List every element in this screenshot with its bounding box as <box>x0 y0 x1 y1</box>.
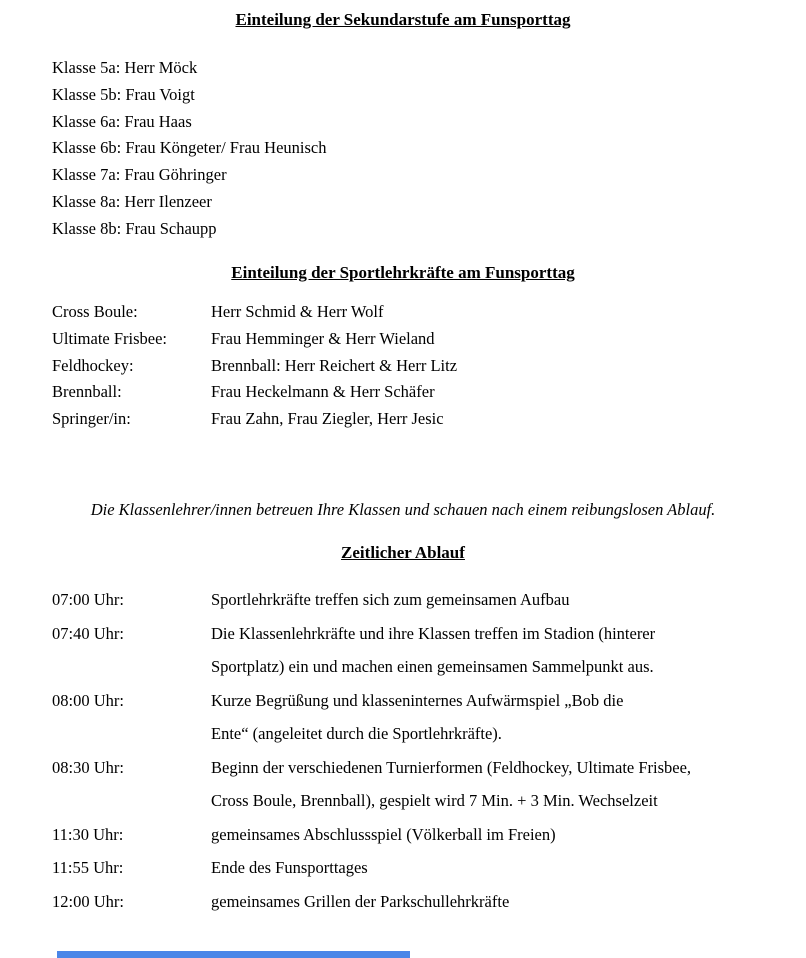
schedule-description <box>211 885 509 919</box>
class-assignment-row: Klasse 7a: Frau Göhringer <box>52 165 227 185</box>
schedule-time: 11:55 Uhr: <box>52 858 124 877</box>
schedule-description <box>211 751 691 818</box>
schedule-line: Sportlehrkräfte treffen sich zum gemeinsamen Aufbau <box>211 590 570 609</box>
sports-section-title-text: Einteilung der Sportlehrkräfte am Funsporttag <box>231 263 575 282</box>
schedule-row <box>52 684 691 751</box>
schedule-description <box>211 617 655 684</box>
sports-section-title <box>0 262 806 284</box>
class-assignments-list <box>52 55 326 243</box>
schedule-row <box>52 751 691 818</box>
schedule-row <box>52 617 691 684</box>
schedule-line: Sportplatz) ein und machen einen gemeinsamen Sammelpunkt aus. <box>211 657 654 676</box>
schedule-row <box>52 885 691 919</box>
sport-staff: Brennball: Herr Reichert & Herr Litz <box>211 355 458 375</box>
schedule-time: 07:00 Uhr: <box>52 590 124 609</box>
schedule-description <box>211 818 556 852</box>
schedule-line: gemeinsames Grillen der Parkschullehrkräfte <box>211 891 510 911</box>
sport-label: Brennball: <box>52 382 122 402</box>
schedule-row <box>52 583 691 617</box>
schedule-description <box>211 684 623 751</box>
schedule-time: 08:30 Uhr: <box>52 757 124 777</box>
sport-assignment-row <box>52 353 457 380</box>
schedule-list <box>52 583 691 918</box>
schedule-row <box>52 818 691 852</box>
class-assignment-row: Klasse 8b: Frau Schaupp <box>52 218 217 238</box>
classes-section-title <box>0 9 806 31</box>
sport-label: Feldhockey: <box>52 355 134 375</box>
supervision-note: Die Klassenlehrer/innen betreuen Ihre Klassen und schauen nach einem reibungslosen Ablauf. <box>90 500 716 519</box>
partial-blue-element <box>57 951 410 958</box>
schedule-line: gemeinsames Abschlussspiel (Völkerball im Freien) <box>211 824 556 844</box>
schedule-description <box>211 851 368 885</box>
sport-assignment-row <box>52 299 457 326</box>
sport-staff: Frau Heckelmann & Herr Schäfer <box>211 382 435 402</box>
sport-assignment-row <box>52 406 457 433</box>
schedule-time: 07:40 Uhr: <box>52 623 124 643</box>
sport-staff: Frau Zahn, Frau Ziegler, Herr Jesic <box>211 409 444 429</box>
schedule-description <box>211 583 569 617</box>
sport-assignment-row <box>52 326 457 353</box>
schedule-section-title-text: Zeitlicher Ablauf <box>341 543 465 562</box>
schedule-time: 12:00 Uhr: <box>52 891 124 911</box>
schedule-line: Ende des Funsporttages <box>211 858 368 877</box>
classes-section-title-text: Einteilung der Sekundarstufe am Funsporttag <box>235 10 571 29</box>
schedule-time: 08:00 Uhr: <box>52 690 124 710</box>
sport-label: Cross Boule: <box>52 302 138 321</box>
schedule-line: Beginn der verschiedenen Turnierformen (Feldhockey, Ultimate Frisbee, <box>211 757 692 777</box>
schedule-line: Cross Boule, Brennball), gespielt wird 7 Min. + 3 Min. Wechselzeit <box>211 791 658 810</box>
class-assignment-row: Klasse 5b: Frau Voigt <box>52 84 195 104</box>
schedule-time: 11:30 Uhr: <box>52 824 124 844</box>
schedule-line: Ente“ (angeleitet durch die Sportlehrkräfte). <box>211 724 502 743</box>
class-assignment-row: Klasse 5a: Herr Möck <box>52 58 198 77</box>
sport-staff: Frau Hemminger & Herr Wieland <box>211 328 435 348</box>
class-assignment-row: Klasse 6b: Frau Köngeter/ Frau Heunisch <box>52 138 327 158</box>
sport-label: Ultimate Frisbee: <box>52 328 168 348</box>
class-assignment-row: Klasse 6a: Frau Haas <box>52 111 192 131</box>
schedule-line: Kurze Begrüßung und klasseninternes Aufwärmspiel „Bob die <box>211 690 624 710</box>
sport-label: Springer/in: <box>52 409 131 429</box>
sport-assignments-list <box>52 299 457 433</box>
schedule-line: Die Klassenlehrkräfte und ihre Klassen treffen im Stadion (hinterer <box>211 623 656 643</box>
sport-assignment-row <box>52 379 457 406</box>
schedule-row <box>52 851 691 885</box>
class-assignment-row: Klasse 8a: Herr Ilenzeer <box>52 191 212 211</box>
schedule-section-title <box>0 542 806 564</box>
sport-staff: Herr Schmid & Herr Wolf <box>211 302 384 321</box>
